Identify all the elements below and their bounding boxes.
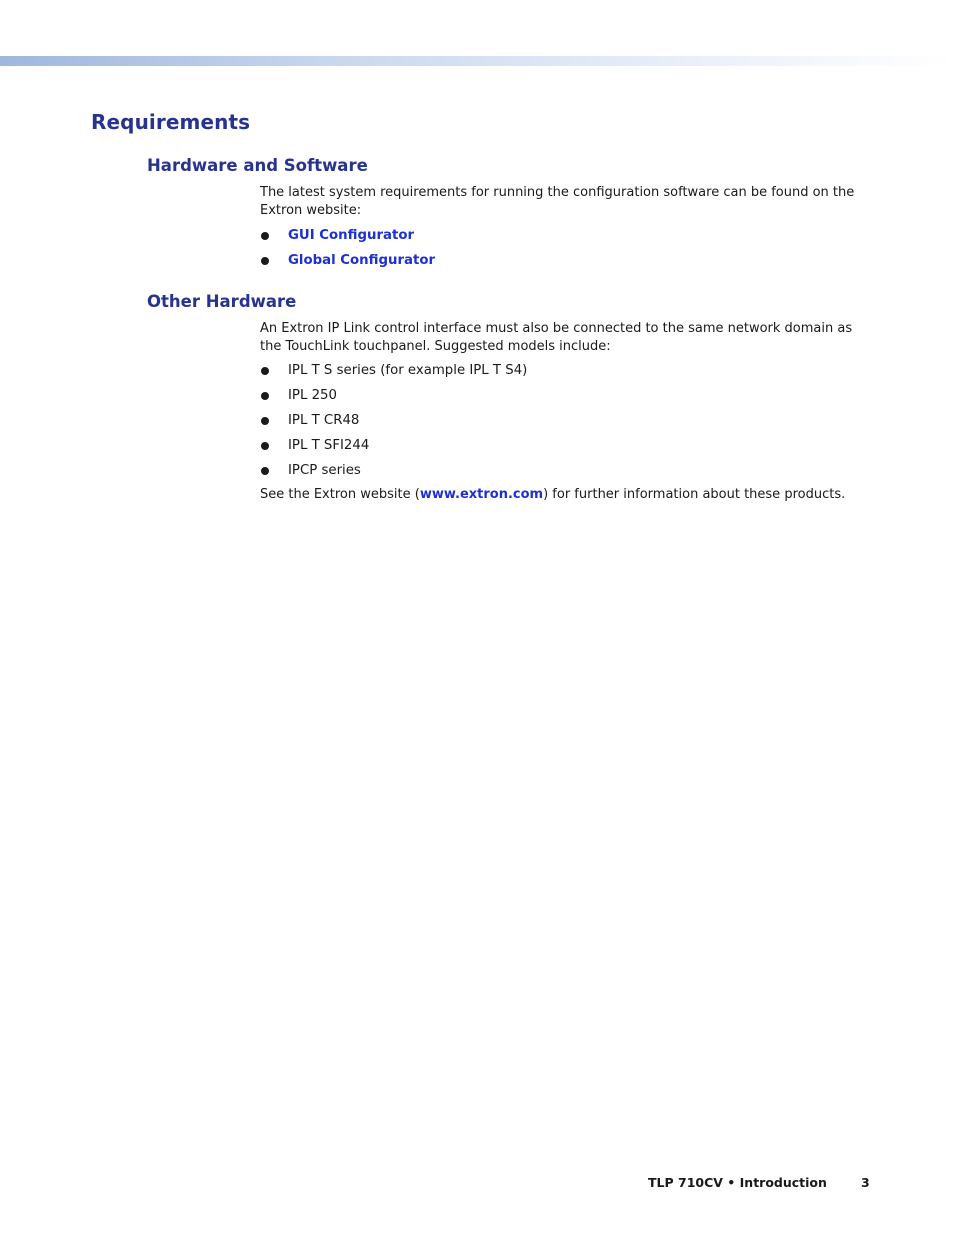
bullet-icon xyxy=(261,392,269,400)
note-text-after: ) for further information about these products. xyxy=(543,487,846,502)
hardware-software-heading: Hardware and Software xyxy=(147,156,368,175)
model-item-text: IPL T SFI244 xyxy=(288,438,370,453)
bullet-icon xyxy=(261,442,269,450)
other-hardware-intro: An Extron IP Link control interface must also be connected to the same network domain as the TouchLink touchpanel. Suggested models include: xyxy=(260,321,853,354)
bullet-icon xyxy=(261,257,269,265)
model-item-text: IPL T CR48 xyxy=(288,413,360,428)
page-title: Requirements xyxy=(91,110,251,134)
extron-website-link[interactable]: www.extron.com xyxy=(419,487,544,502)
footer-section-title: TLP 710CV • Introduction xyxy=(648,1175,827,1190)
gui-configurator-link[interactable]: GUI Configurator xyxy=(288,228,415,243)
model-item-text: IPCP series xyxy=(288,463,361,478)
footer-page-number: 3 xyxy=(861,1175,870,1190)
model-item-text: IPL 250 xyxy=(288,388,337,403)
other-hardware-heading: Other Hardware xyxy=(147,292,297,311)
hardware-software-intro: The latest system requirements for running the configuration software can be found on the Extron website: xyxy=(260,185,855,218)
products-info-note xyxy=(260,486,870,504)
note-text-before: See the Extron website ( xyxy=(260,487,420,502)
header-gradient-bar xyxy=(0,56,954,66)
bullet-icon xyxy=(261,367,269,375)
bullet-icon xyxy=(261,417,269,425)
bullet-icon xyxy=(261,467,269,475)
global-configurator-link[interactable]: Global Configurator xyxy=(288,253,436,268)
model-item-text: IPL T S series (for example IPL T S4) xyxy=(288,363,528,378)
bullet-icon xyxy=(261,232,269,240)
